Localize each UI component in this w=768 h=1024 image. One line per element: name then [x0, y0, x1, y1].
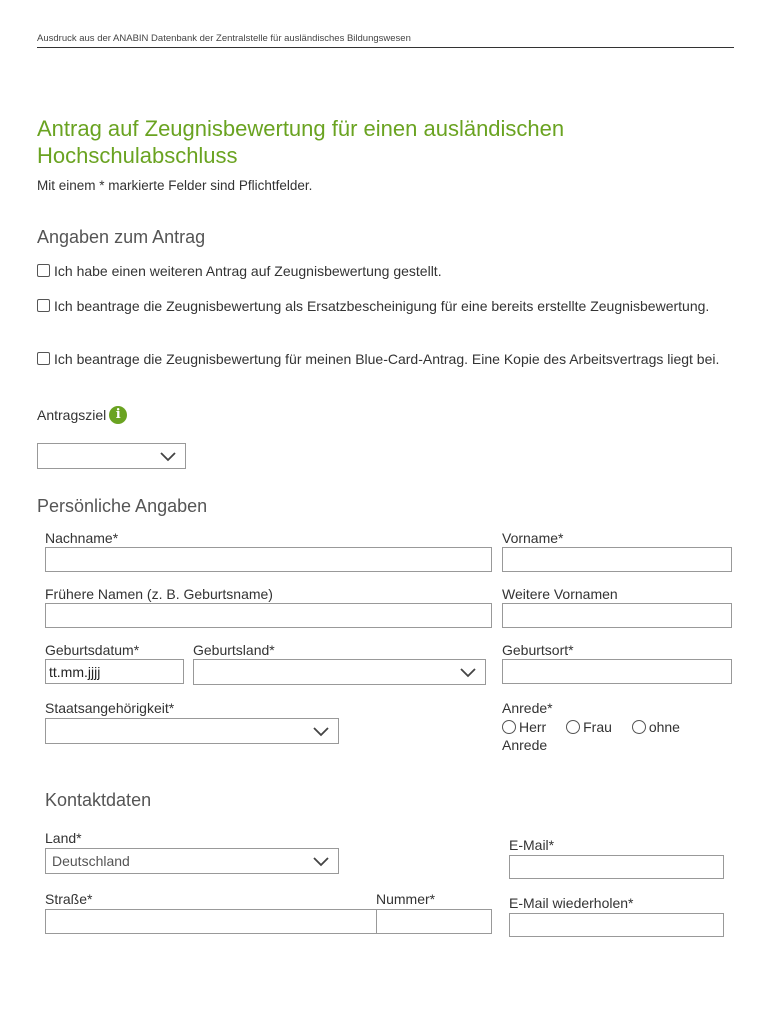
geburtsdatum-field[interactable]: tt.mm.jjjj	[45, 659, 184, 684]
print-header: Ausdruck aus der ANABIN Datenbank der Zentralstelle für ausländisches Bildungswesen	[37, 33, 734, 48]
anrede-frau-label: Frau	[583, 719, 612, 735]
email-repeat-field[interactable]	[509, 913, 724, 937]
weitere-vornamen-label: Weitere Vornamen	[502, 586, 618, 602]
ersatzbescheinigung-label: Ich beantrage die Zeugnisbewertung als Ersatzbescheinigung für eine bereits erstellte Zeugnisbewertung.	[54, 298, 710, 314]
geburtsdatum-label: Geburtsdatum*	[45, 642, 140, 658]
fruehere-namen-label: Frühere Namen (z. B. Geburtsname)	[45, 586, 273, 602]
vorname-label: Vorname*	[502, 530, 564, 546]
nachname-label: Nachname*	[45, 530, 119, 546]
anrede-radio-group	[502, 718, 712, 754]
section-heading-contact: Kontaktdaten	[45, 790, 152, 810]
geburtsort-label: Geburtsort*	[502, 642, 574, 658]
nachname-field[interactable]	[45, 547, 492, 572]
land-label: Land*	[45, 830, 82, 846]
geburtsland-label: Geburtsland*	[193, 642, 275, 658]
page-title: Antrag auf Zeugnisbewertung für einen ausländischen Hochschulabschluss	[37, 116, 565, 168]
anrede-option-frau[interactable]	[566, 719, 612, 735]
weitere-vornamen-field[interactable]	[502, 603, 732, 628]
ersatzbescheinigung-checkbox[interactable]	[37, 299, 50, 312]
info-icon[interactable]: i	[109, 406, 127, 424]
checkbox-row-blue-card[interactable]	[37, 350, 727, 368]
antragsziel-select[interactable]	[37, 443, 186, 469]
email-field[interactable]	[509, 855, 724, 879]
weiterer-antrag-checkbox[interactable]	[37, 264, 50, 277]
email-repeat-label: E-Mail wiederholen*	[509, 895, 634, 911]
weiterer-antrag-label: Ich habe einen weiteren Antrag auf Zeugnisbewertung gestellt.	[54, 263, 442, 279]
anrede-ohne-radio[interactable]	[632, 720, 646, 734]
land-value: Deutschland	[52, 853, 130, 869]
nummer-field[interactable]	[376, 909, 492, 934]
required-fields-hint: Mit einem * markierte Felder sind Pflichtfelder.	[37, 178, 313, 193]
blue-card-checkbox[interactable]	[37, 352, 50, 365]
staatsangehoerigkeit-select[interactable]	[45, 718, 339, 744]
chevron-down-icon	[459, 666, 477, 678]
checkbox-row-ersatzbescheinigung[interactable]	[37, 297, 727, 315]
checkbox-row-weiterer-antrag[interactable]	[37, 262, 727, 280]
chevron-down-icon	[312, 855, 330, 867]
geburtsland-select[interactable]	[193, 659, 486, 685]
anrede-herr-label: Herr	[519, 719, 547, 735]
antragsziel-label: Antragsziel	[37, 407, 107, 423]
vorname-field[interactable]	[502, 547, 732, 572]
strasse-field[interactable]	[45, 909, 377, 934]
nummer-label: Nummer*	[376, 891, 436, 907]
section-heading-personal: Persönliche Angaben	[37, 496, 208, 516]
section-heading-antrag: Angaben zum Antrag	[37, 227, 206, 247]
chevron-down-icon	[159, 450, 177, 462]
strasse-label: Straße*	[45, 891, 93, 907]
anrede-herr-radio[interactable]	[502, 720, 516, 734]
anrede-label: Anrede*	[502, 700, 553, 716]
anrede-frau-radio[interactable]	[566, 720, 580, 734]
land-select[interactable]	[45, 848, 339, 874]
blue-card-label: Ich beantrage die Zeugnisbewertung für meinen Blue-Card-Antrag. Eine Kopie des Arbeitsvertrags liegt bei.	[54, 351, 720, 367]
staatsangehoerigkeit-label: Staatsangehörigkeit*	[45, 700, 175, 716]
anrede-option-herr[interactable]	[502, 719, 546, 735]
chevron-down-icon	[312, 725, 330, 737]
anrede-ohne-label: ohne Anrede	[502, 719, 680, 753]
geburtsort-field[interactable]	[502, 659, 732, 684]
email-label: E-Mail*	[509, 837, 555, 853]
antragsziel-label-wrap	[37, 406, 127, 424]
fruehere-namen-field[interactable]	[45, 603, 492, 628]
